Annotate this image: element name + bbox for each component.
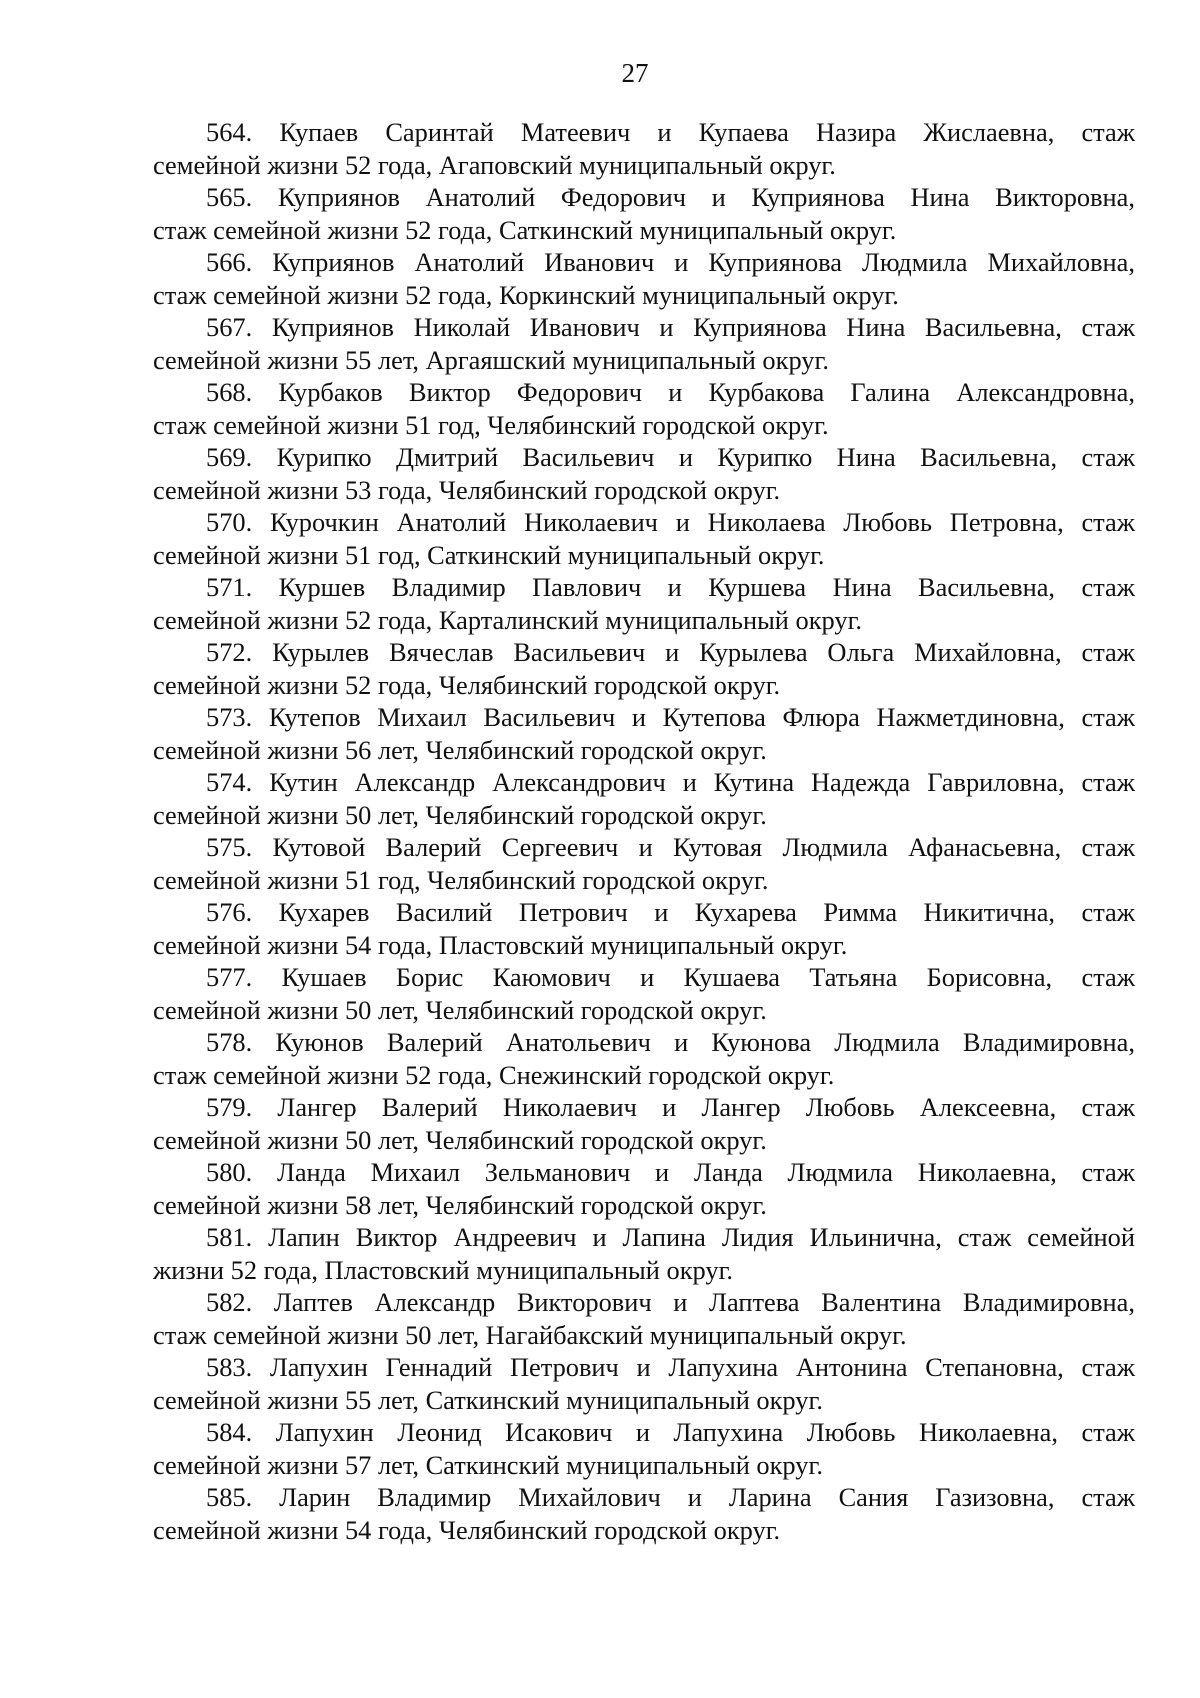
entry-text-line1: Куюнов Валерий Анатольевич и Куюнова Людмила Владимировна,	[275, 1027, 1135, 1057]
entry-text-line2: семейной жизни 57 лет, Саткинский муниципальный округ.	[153, 1449, 823, 1480]
entry-first-line	[153, 311, 1135, 344]
list-item	[153, 1481, 1135, 1546]
list-item	[153, 1026, 1135, 1091]
entry-text-line2: семейной жизни 51 год, Саткинский муниципальный округ.	[153, 539, 825, 570]
entry-number: 577.	[206, 962, 253, 992]
entry-first-line	[153, 181, 1135, 214]
page-number: 27	[621, 58, 649, 88]
entry-first-line	[153, 1091, 1135, 1124]
entry-text-line2: семейной жизни 50 лет, Челябинский городской округ.	[153, 994, 767, 1025]
entry-number: 567.	[206, 312, 253, 342]
entry-first-line	[153, 116, 1135, 149]
entry-number: 584.	[206, 1417, 253, 1447]
entry-number: 582.	[206, 1287, 253, 1317]
entry-first-line	[153, 701, 1135, 734]
entry-first-line	[153, 896, 1135, 929]
entry-number: 570.	[206, 507, 253, 537]
entry-first-line	[153, 1481, 1135, 1514]
entry-text-line1: Кутепов Михаил Васильевич и Кутепова Флюра Нажметдиновна, стаж	[268, 702, 1135, 732]
entry-number: 573.	[206, 702, 253, 732]
entry-text-line1: Куприянов Анатолий Федорович и Куприянова Нина Викторовна,	[277, 182, 1135, 212]
entry-number: 574.	[206, 767, 253, 797]
list-item	[153, 1286, 1135, 1351]
list-item	[153, 1416, 1135, 1481]
entry-first-line	[153, 1156, 1135, 1189]
entry-text-line2: семейной жизни 54 года, Челябинский городской округ.	[153, 1514, 781, 1545]
entry-text-line1: Кухарев Василий Петрович и Кухарева Римма Никитична, стаж	[278, 897, 1135, 927]
entry-text-line2: семейной жизни 52 года, Агаповский муниципальный округ.	[153, 149, 836, 180]
list-item	[153, 1156, 1135, 1221]
entry-text-line1: Кутин Александр Александрович и Кутина Надежда Гавриловна, стаж	[269, 767, 1135, 797]
entry-text-line1: Ларин Владимир Михайлович и Ларина Сания Газизовна, стаж	[279, 1482, 1135, 1512]
list-item	[153, 1091, 1135, 1156]
entry-number: 585.	[206, 1482, 253, 1512]
list-item	[153, 701, 1135, 766]
entry-first-line	[153, 1221, 1135, 1254]
entry-first-line	[153, 506, 1135, 539]
list-item	[153, 896, 1135, 961]
entry-number: 581.	[206, 1222, 253, 1252]
entry-number: 572.	[206, 637, 253, 667]
entry-first-line	[153, 441, 1135, 474]
entry-text-line1: Курипко Дмитрий Васильевич и Курипко Нина Васильевна, стаж	[276, 442, 1135, 472]
entry-text-line2: семейной жизни 52 года, Челябинский городской округ.	[153, 669, 781, 700]
entry-number: 580.	[206, 1157, 253, 1187]
entry-number: 564.	[206, 117, 253, 147]
entry-text-line1: Курылев Вячеслав Васильевич и Курылева Ольга Михайловна, стаж	[272, 637, 1135, 667]
entry-first-line	[153, 766, 1135, 799]
list-item	[153, 311, 1135, 376]
entry-number: 568.	[206, 377, 253, 407]
list-item	[153, 116, 1135, 181]
entry-text-line2: семейной жизни 58 лет, Челябинский городской округ.	[153, 1189, 767, 1220]
entry-first-line	[153, 1416, 1135, 1449]
list-item	[153, 961, 1135, 1026]
entry-first-line	[153, 246, 1135, 279]
list-item	[153, 831, 1135, 896]
entry-first-line	[153, 1026, 1135, 1059]
entry-first-line	[153, 636, 1135, 669]
entry-first-line	[153, 376, 1135, 409]
entry-text-line2: стаж семейной жизни 52 года, Снежинский городской округ.	[153, 1059, 835, 1090]
entry-text-line1: Лаптев Александр Викторович и Лаптева Валентина Владимировна,	[273, 1287, 1135, 1317]
entry-number: 566.	[206, 247, 253, 277]
entry-text-line2: семейной жизни 50 лет, Челябинский городской округ.	[153, 799, 767, 830]
entry-text-line1: Купаев Саринтай Матеевич и Купаева Назира Жислаевна, стаж	[279, 117, 1135, 147]
entry-text-line2: семейной жизни 55 лет, Аргаяшский муниципальный округ.	[153, 344, 829, 375]
entry-text-line2: стаж семейной жизни 52 года, Коркинский муниципальный округ.	[153, 279, 899, 310]
list-item	[153, 1221, 1135, 1286]
entry-text-line2: стаж семейной жизни 52 года, Саткинский муниципальный округ.	[153, 214, 897, 245]
list-item	[153, 636, 1135, 701]
entry-text-line2: стаж семейной жизни 51 год, Челябинский городской округ.	[153, 409, 829, 440]
entry-first-line	[153, 831, 1135, 864]
entry-first-line	[153, 961, 1135, 994]
entry-text-line1: Курочкин Анатолий Николаевич и Николаева Любовь Петровна, стаж	[269, 507, 1135, 537]
list-item	[153, 571, 1135, 636]
entry-text-line1: Куприянов Николай Иванович и Куприянова Нина Васильевна, стаж	[271, 312, 1135, 342]
entry-list	[153, 116, 1135, 1546]
entry-text-line1: Лапухин Леонид Исакович и Лапухина Любовь Николаевна, стаж	[275, 1417, 1135, 1447]
entry-text-line1: Кушаев Борис Каюмович и Кушаева Татьяна Борисовна, стаж	[281, 962, 1135, 992]
entry-text-line2: семейной жизни 53 года, Челябинский городской округ.	[153, 474, 781, 505]
entry-text-line2: семейной жизни 56 лет, Челябинский городской округ.	[153, 734, 767, 765]
entry-text-line1: Лапин Виктор Андреевич и Лапина Лидия Ильинична, стаж семейной	[268, 1222, 1135, 1252]
entry-number: 571.	[206, 572, 253, 602]
entry-number: 583.	[206, 1352, 253, 1382]
list-item	[153, 766, 1135, 831]
entry-text-line1: Лапухин Геннадий Петрович и Лапухина Антонина Степановна, стаж	[269, 1352, 1135, 1382]
entry-number: 576.	[206, 897, 253, 927]
entry-text-line2: семейной жизни 51 год, Челябинский городской округ.	[153, 864, 769, 895]
entry-text-line1: Лангер Валерий Николаевич и Лангер Любовь Алексеевна, стаж	[277, 1092, 1135, 1122]
entry-text-line1: Куприянов Анатолий Иванович и Куприянова Людмила Михайловна,	[272, 247, 1135, 277]
entry-text-line2: семейной жизни 52 года, Карталинский муниципальный округ.	[153, 604, 863, 635]
entry-first-line	[153, 1351, 1135, 1384]
list-item	[153, 1351, 1135, 1416]
list-item	[153, 506, 1135, 571]
entry-number: 565.	[206, 182, 253, 212]
entry-text-line1: Кутовой Валерий Сергеевич и Кутовая Людмила Афанасьевна, стаж	[272, 832, 1135, 862]
entry-text-line2: стаж семейной жизни 50 лет, Нагайбакский муниципальный округ.	[153, 1319, 907, 1350]
entry-number: 569.	[206, 442, 253, 472]
list-item	[153, 181, 1135, 246]
entry-text-line1: Ланда Михаил Зельманович и Ланда Людмила Николаевна, стаж	[276, 1157, 1135, 1187]
list-item	[153, 376, 1135, 441]
entry-text-line2: семейной жизни 50 лет, Челябинский городской округ.	[153, 1124, 767, 1155]
entry-text-line1: Куршев Владимир Павлович и Куршева Нина Васильевна, стаж	[278, 572, 1135, 602]
entry-first-line	[153, 1286, 1135, 1319]
entry-text-line2: жизни 52 года, Пластовский муниципальный округ.	[153, 1254, 734, 1285]
list-item	[153, 246, 1135, 311]
entry-text-line2: семейной жизни 54 года, Пластовский муниципальный округ.	[153, 929, 848, 960]
list-item	[153, 441, 1135, 506]
entry-text-line2: семейной жизни 55 лет, Саткинский муниципальный округ.	[153, 1384, 823, 1415]
entry-number: 579.	[206, 1092, 253, 1122]
entry-number: 578.	[206, 1027, 253, 1057]
entry-first-line	[153, 571, 1135, 604]
entry-number: 575.	[206, 832, 253, 862]
entry-text-line1: Курбаков Виктор Федорович и Курбакова Галина Александровна,	[278, 377, 1135, 407]
